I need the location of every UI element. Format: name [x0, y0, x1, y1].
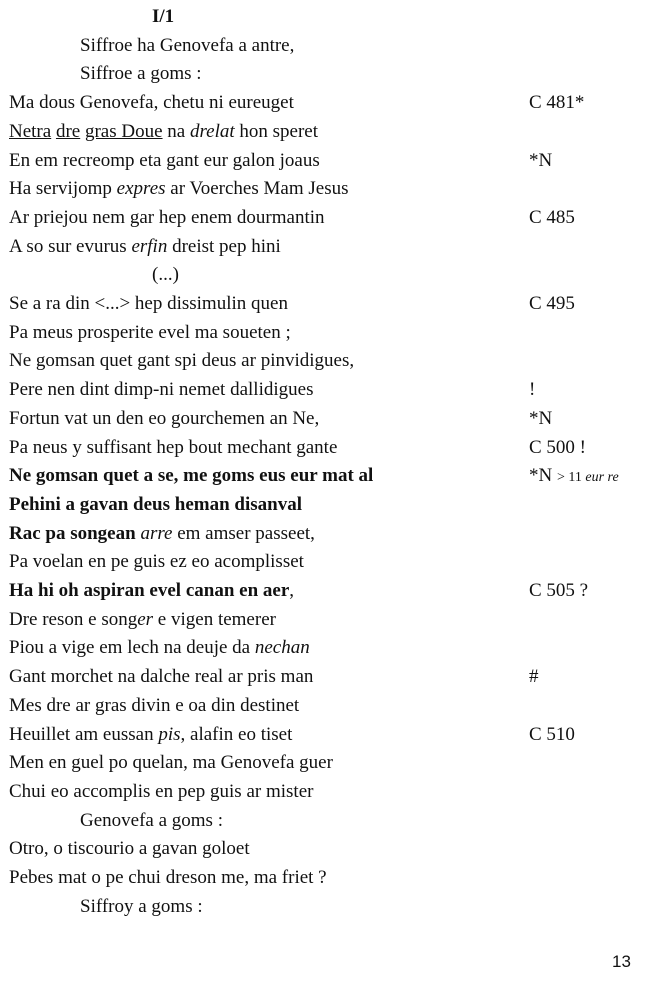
- underlined-word: dre: [55, 120, 81, 142]
- verse-text: Mes dre ar gras divin e oa din destinet: [9, 694, 300, 716]
- verse-line: [0, 118, 659, 147]
- italic-word: pis: [158, 723, 181, 745]
- stage-direction-text: Siffroe ha Genovefa a antre,: [80, 34, 295, 56]
- margin-note-italic: eur re: [585, 470, 619, 486]
- margin-note: C 510: [529, 723, 575, 745]
- verse-line: [0, 434, 659, 463]
- speaker-text: Siffroy a goms :: [80, 895, 203, 917]
- act-heading-line: [0, 3, 659, 32]
- verse-line: [0, 175, 659, 204]
- stage-direction: [0, 32, 659, 61]
- margin-note: C 485: [529, 206, 575, 228]
- verse-text: Pa voelan en pe guis ez eo acomplisset: [9, 551, 304, 573]
- margin-note: [529, 462, 619, 493]
- verse-line: [0, 721, 659, 750]
- verse-line: [0, 835, 659, 864]
- verse-line: [0, 89, 659, 118]
- verse-fragment: hon speret: [234, 120, 319, 142]
- bold-fragment: Ha hi oh aspiran evel canan en aer: [9, 580, 290, 601]
- verse-line: [0, 634, 659, 663]
- verse-line: [0, 290, 659, 319]
- verse-line: [0, 778, 659, 807]
- verse-text-bold: Ne gomsan quet a se, me goms eus eur mat al: [9, 465, 374, 487]
- italic-word: nechan: [254, 637, 310, 659]
- verse-line: [0, 147, 659, 176]
- verse-line: [0, 405, 659, 434]
- verse-line: [0, 663, 659, 692]
- verse-line: [0, 577, 659, 606]
- speaker-line: [0, 893, 659, 922]
- verse-text: En em recreomp eta gant eur galon joaus: [9, 149, 320, 171]
- speaker-line: [0, 60, 659, 89]
- verse-fragment: , alafin eo tiset: [180, 723, 293, 745]
- speaker-text: Siffroe a goms :: [80, 63, 202, 85]
- verse-line: [0, 548, 659, 577]
- verse-fragment: ar Voerches Mam Jesus: [165, 178, 349, 200]
- margin-note: #: [529, 666, 539, 688]
- margin-note: C 481*: [529, 92, 585, 114]
- verse-text: Pere nen dint dimp-ni nemet dallidigues: [9, 379, 314, 401]
- margin-note-main: *N: [529, 465, 557, 487]
- margin-note: C 500 !: [529, 436, 586, 458]
- verse-fragment: em amser passeet,: [172, 522, 315, 544]
- verse-text: [9, 634, 310, 663]
- verse-text: Otro, o tiscourio a gavan goloet: [9, 838, 250, 860]
- verse-text: Ar priejou nem gar hep enem dourmantin: [9, 206, 325, 228]
- verse-line: [0, 347, 659, 376]
- verse-line: [0, 520, 659, 549]
- verse-line: [0, 462, 659, 491]
- verse-fragment: na: [162, 120, 190, 142]
- ellipsis-text: (...): [152, 264, 179, 286]
- margin-note: C 505 ?: [529, 580, 589, 601]
- verse-text: Gant morchet na dalche real ar pris man: [9, 666, 314, 688]
- verse-fragment: Piou a vige em lech na deuje da: [9, 637, 255, 659]
- verse-line: [0, 233, 659, 262]
- verse-text: Men en guel po quelan, ma Genovefa guer: [9, 752, 333, 774]
- act-heading: I/1: [152, 6, 175, 27]
- verse-fragment: A so sur evurus: [9, 235, 132, 257]
- italic-word: erfin: [131, 235, 168, 257]
- verse-text: [9, 577, 294, 606]
- verse-fragment: e vigen temerer: [153, 608, 276, 630]
- speaker-line: [0, 807, 659, 836]
- verse-fragment: ,: [289, 580, 295, 601]
- verse-text: Ma dous Genovefa, chetu ni eureuget: [9, 92, 294, 114]
- verse-text: [9, 606, 276, 635]
- margin-note: *N: [529, 407, 553, 429]
- verse-line: [0, 864, 659, 893]
- verse-text: Ne gomsan quet gant spi deus ar pinvidigues,: [9, 350, 355, 372]
- speaker-text: Genovefa a goms :: [80, 809, 223, 831]
- verse-text: Pebes mat o pe chui dreson me, ma friet ?: [9, 867, 327, 888]
- underlined-word: gras Doue: [84, 120, 163, 142]
- margin-note: *N: [529, 149, 553, 171]
- bold-fragment: Rac pa songean: [9, 522, 141, 544]
- page-number: 13: [612, 952, 631, 971]
- verse-text: [9, 520, 315, 549]
- verse-text: [9, 175, 348, 204]
- verse-text: [9, 233, 281, 262]
- margin-note-small: > 11: [556, 470, 586, 486]
- verse-text: Pa neus y suffisant hep bout mechant gante: [9, 436, 338, 458]
- verse-text-bold: Pehini a gavan deus heman disanval: [9, 493, 302, 515]
- margin-note: !: [529, 379, 536, 401]
- verse-fragment: dreist pep hini: [167, 235, 281, 257]
- verse-line: [0, 319, 659, 348]
- verse-line: [0, 749, 659, 778]
- verse-text: [9, 721, 292, 750]
- italic-word: drelat: [189, 120, 235, 142]
- underlined-word: Netra: [9, 120, 52, 142]
- verse-line: [0, 376, 659, 405]
- verse-text: Chui eo accomplis en pep guis ar mister: [9, 780, 314, 802]
- ellipsis-line: [0, 261, 659, 290]
- verse-line: [0, 491, 659, 520]
- italic-word: arre: [140, 522, 173, 544]
- verse-line: [0, 606, 659, 635]
- verse-fragment: Heuillet am eussan: [9, 723, 159, 745]
- verse-text: Se a ra din <...> hep dissimulin quen: [9, 293, 288, 314]
- verse-fragment: Dre reson e song: [9, 608, 138, 630]
- verse-line: [0, 204, 659, 233]
- verse-text: Fortun vat un den eo gourchemen an Ne,: [9, 407, 320, 429]
- verse-text: Pa meus prosperite evel ma soueten ;: [9, 321, 291, 343]
- verse-line: [0, 692, 659, 721]
- verse-text: [9, 118, 318, 147]
- verse-fragment: Ha servijomp: [9, 178, 117, 200]
- margin-note: C 495: [529, 293, 575, 314]
- italic-word: expres: [116, 178, 166, 200]
- italic-word: er: [137, 608, 154, 630]
